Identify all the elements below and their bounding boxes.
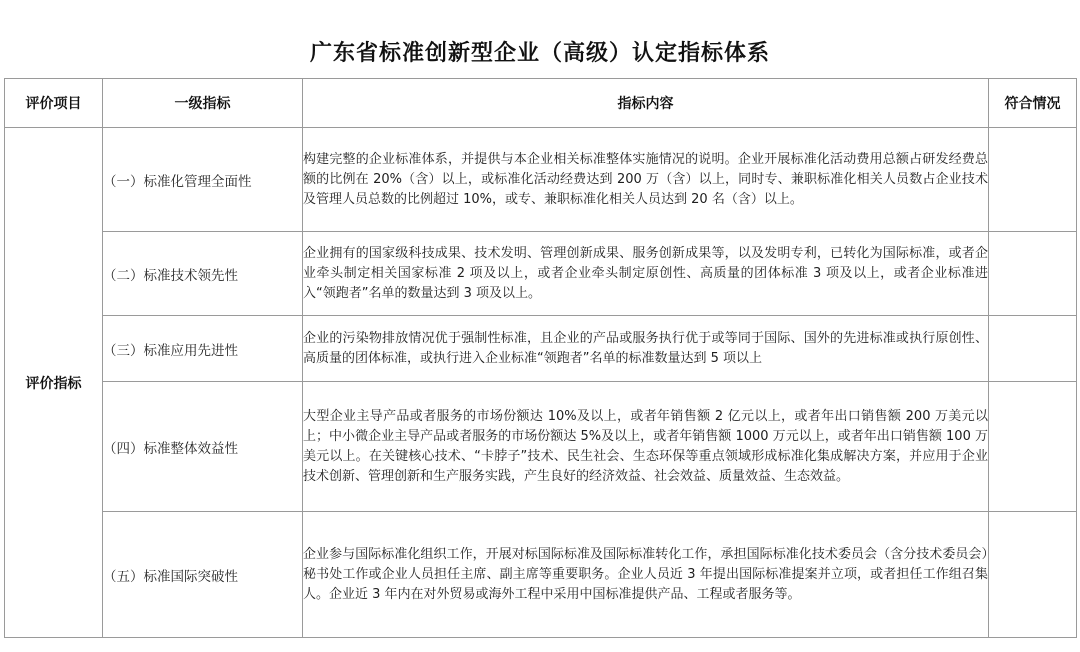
compliance-cell[interactable] (989, 128, 1077, 232)
table-row (5, 512, 1077, 638)
table-row (5, 232, 1077, 316)
indicator-name: （二）标准技术领先性 (103, 232, 303, 316)
indicator-content: 企业参与国际标准化组织工作，开展对标国际标准及国际标准转化工作，承担国际标准化技术委员会（含分技术委员会）秘书处工作或企业人员担任主席、副主席等重要职务。企业人员近 3 年提出国际标准提案并立项，或者担任工作组召集人。企业近 3 年内在对外贸易或海外工程中采用中国标准提供产品、工程或者服务等。 (303, 512, 989, 638)
table-row (5, 382, 1077, 512)
indicator-name: （三）标准应用先进性 (103, 316, 303, 382)
indicator-content: 构建完整的企业标准体系，并提供与本企业相关标准整体实施情况的说明。企业开展标准化活动费用总额占研发经费总额的比例在 20%（含）以上，或标准化活动经费达到 200 万（含）以上，同时专、兼职标准化相关人员数占企业技术及管理人员总数的比例超过 10%，或专、兼职标准化相关人员达到 20 名（含）以上。 (303, 128, 989, 232)
compliance-cell[interactable] (989, 316, 1077, 382)
indicator-name: （四）标准整体效益性 (103, 382, 303, 512)
header-indicator-content: 指标内容 (303, 79, 989, 128)
compliance-cell[interactable] (989, 512, 1077, 638)
indicator-content: 企业的污染物排放情况优于强制性标准，且企业的产品或服务执行优于或等同于国际、国外的先进标准或执行原创性、高质量的团体标准，或执行进入企业标准“领跑者”名单的标准数量达到 5 项以上 (303, 316, 989, 382)
indicator-table (4, 78, 1077, 638)
header-evaluation-item: 评价项目 (5, 79, 103, 128)
table-header-row (5, 79, 1077, 128)
category-evaluation-indicators: 评价指标 (5, 128, 103, 638)
indicator-name: （五）标准国际突破性 (103, 512, 303, 638)
indicator-name: （一）标准化管理全面性 (103, 128, 303, 232)
table-row (5, 128, 1077, 232)
compliance-cell[interactable] (989, 232, 1077, 316)
table-row (5, 316, 1077, 382)
indicator-content: 大型企业主导产品或者服务的市场份额达 10%及以上，或者年销售额 2 亿元以上，或者年出口销售额 200 万美元以上；中小微企业主导产品或者服务的市场份额达 5%及以上，或者年销售额 1000 万元以上，或者年出口销售额 100 万美元以上。在关键核心技术、“卡脖子”技术、民生社会、生态环保等重点领域形成标准化集成解决方案，并应用于企业技术创新、管理创新和生产服务实践，产生良好的经济效益、社会效益、质量效益、生态效益。 (303, 382, 989, 512)
header-first-level-indicator: 一级指标 (103, 79, 303, 128)
indicator-content: 企业拥有的国家级科技成果、技术发明、管理创新成果、服务创新成果等，以及发明专利，已转化为国际标准，或者企业牵头制定相关国家标准 2 项及以上，或者企业牵头制定原创性、高质量的团体标准 3 项及以上，或者企业标准进入“领跑者”名单的数量达到 3 项及以上。 (303, 232, 989, 316)
document-title: 广东省标准创新型企业（高级）认定指标体系 (309, 41, 770, 66)
header-compliance: 符合情况 (989, 79, 1077, 128)
compliance-cell[interactable] (989, 382, 1077, 512)
